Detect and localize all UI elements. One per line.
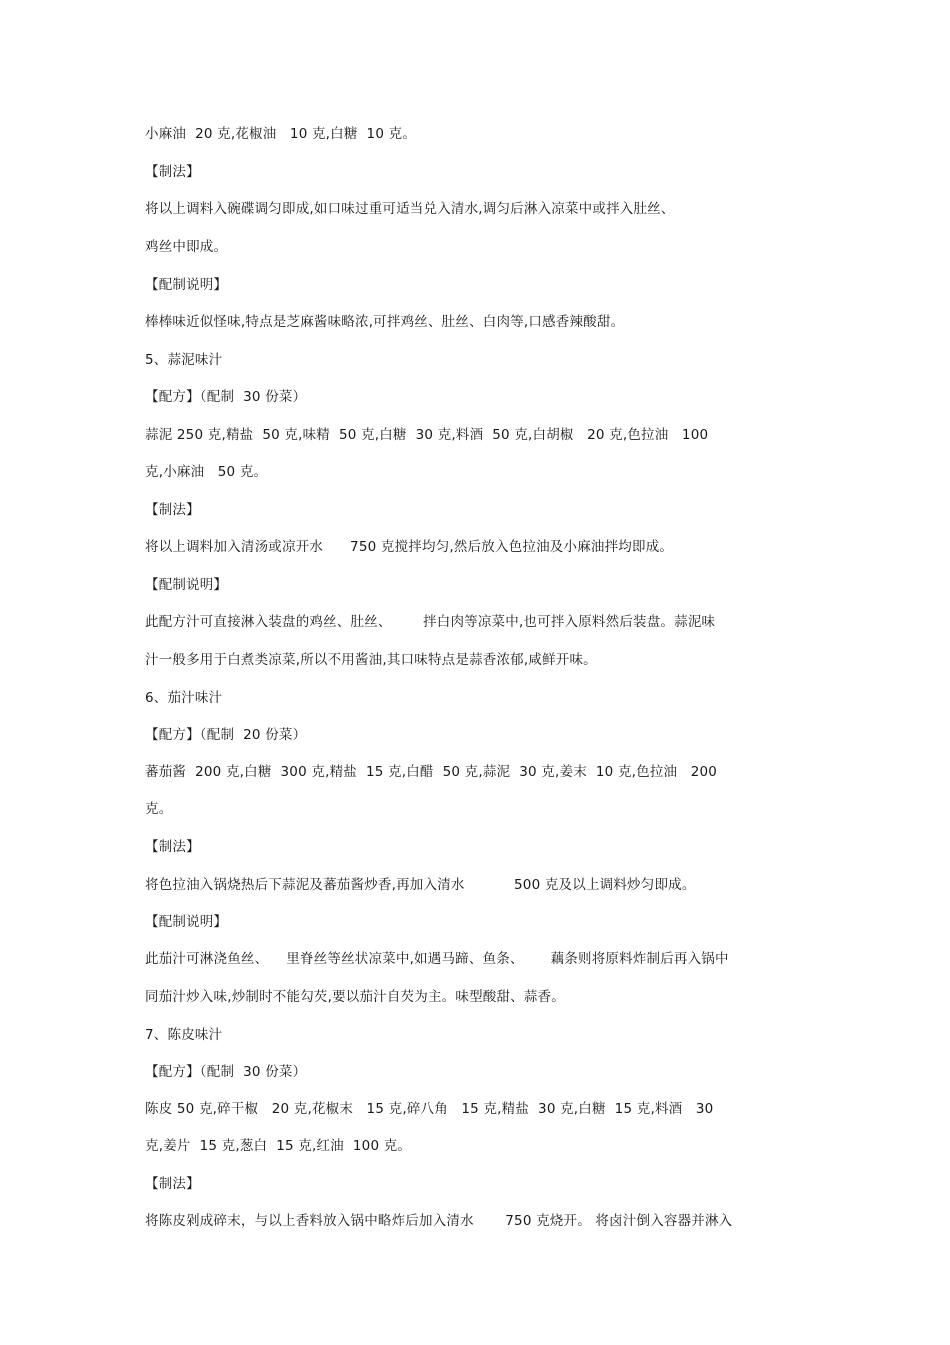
section-heading: 【配方】（配制 30 份菜）	[145, 1064, 307, 1080]
section-heading: 【制法】	[145, 502, 200, 518]
recipe-title: 7、陈皮味汁	[145, 1027, 223, 1043]
text-line: 克。	[145, 801, 173, 817]
text-line: 棒棒味近似怪味,特点是芝麻酱味略浓,可拌鸡丝、肚丝、白肉等,口感香辣酸甜。	[145, 314, 625, 330]
text-line: 克,小麻油 50 克。	[145, 464, 268, 480]
section-heading: 【配制说明】	[145, 577, 228, 593]
text-line: 此配方汁可直接淋入装盘的鸡丝、肚丝、 拌白肉等凉菜中,也可拌入原料然后装盘。蒜泥味	[145, 614, 716, 630]
text-line: 蕃茄酱 200 克,白糖 300 克,精盐 15 克,白醋 50 克,蒜泥 30 克,姜末 10 克,色拉油 200	[145, 764, 718, 780]
section-heading: 【配制说明】	[145, 914, 228, 930]
text-line: 汁一般多用于白煮类凉菜,所以不用酱油,其口味特点是蒜香浓郁,咸鲜开味。	[145, 652, 597, 668]
text-line: 蒜泥 250 克,精盐 50 克,味精 50 克,白糖 30 克,料酒 50 克,白胡椒 20 克,色拉油 100	[145, 427, 709, 443]
section-heading: 【制法】	[145, 1176, 200, 1192]
text-line: 将陈皮剁成碎末，与以上香料放入锅中略炸后加入清水 750 克烧开。 将卤汁倒入容器并淋入	[145, 1213, 733, 1229]
text-line: 将以上调料入碗碟调匀即成,如口味过重可适当兑入清水,调匀后淋入凉菜中或拌入肚丝、	[145, 201, 675, 217]
text-line: 克,姜片 15 克,葱白 15 克,红油 100 克。	[145, 1138, 412, 1154]
section-heading: 【制法】	[145, 839, 200, 855]
text-line: 将以上调料加入清汤或凉开水 750 克搅拌均匀,然后放入色拉油及小麻油拌均即成。	[145, 539, 674, 555]
text-line: 鸡丝中即成。	[145, 239, 228, 255]
text-line: 将色拉油入锅烧热后下蒜泥及蕃茄酱炒香,再加入清水 500 克及以上调料炒匀即成。	[145, 877, 696, 893]
text-line: 小麻油 20 克,花椒油 10 克,白糖 10 克。	[145, 126, 417, 142]
section-heading: 【配方】（配制 20 份菜）	[145, 727, 307, 743]
text-line: 陈皮 50 克,碎干椒 20 克,花椒末 15 克,碎八角 15 克,精盐 30 克,白糖 15 克,料酒 30	[145, 1101, 714, 1117]
text-line: 同茄汁炒入味,炒制时不能勾芡,要以茄汁自芡为主。味型酸甜、蒜香。	[145, 989, 565, 1005]
recipe-title: 5、蒜泥味汁	[145, 352, 223, 368]
recipe-title: 6、茄汁味汁	[145, 690, 223, 706]
section-heading: 【配制说明】	[145, 277, 228, 293]
section-heading: 【配方】（配制 30 份菜）	[145, 389, 307, 405]
section-heading: 【制法】	[145, 164, 200, 180]
text-line: 此茄汁可淋浇鱼丝、 里脊丝等丝状凉菜中,如遇马蹄、鱼条、 藕条则将原料炸制后再入锅中	[145, 951, 729, 967]
